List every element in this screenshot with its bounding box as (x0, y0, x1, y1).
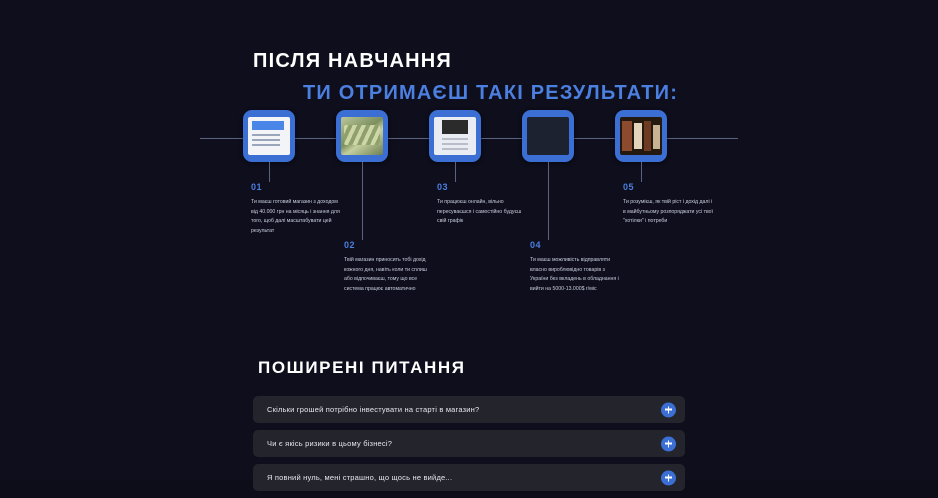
heading-line-2: ТИ ОТРИМАЄШ ТАКІ РЕЗУЛЬТАТИ: (303, 82, 679, 104)
shop-thumbnail-icon (620, 117, 662, 155)
faq-item-2[interactable] (253, 430, 685, 457)
document-thumbnail-icon (248, 117, 290, 155)
faq-question-3: Я повний нуль, мені страшно, що щось не вийде... (267, 473, 453, 482)
faq-item-3[interactable] (253, 464, 685, 491)
heading-line-1: ПІСЛЯ НАВЧАННЯ (253, 50, 452, 72)
timeline-node-1 (243, 110, 340, 234)
timeline-text-1: Ти маєш готовий магазин з доходом від 40.000 грн на місяць і знання для того, щоб далі масштабувати цей результат (251, 199, 340, 234)
timeline-stem-3 (455, 162, 456, 182)
money-thumbnail-icon (341, 117, 383, 155)
timeline-number-3: 03 (437, 182, 449, 192)
timeline-node-4 (522, 110, 619, 292)
timeline-card-2 (336, 110, 388, 162)
timeline-number-2: 02 (344, 240, 356, 250)
results-timeline (0, 110, 938, 340)
timeline-number-1: 01 (251, 182, 263, 192)
faq-item-1[interactable] (253, 396, 685, 423)
timeline-card-5 (615, 110, 667, 162)
timeline-stem-4 (548, 162, 549, 240)
timeline-number-4: 04 (530, 240, 542, 250)
results-heading (253, 50, 678, 104)
faq-question-1: Скільки грошей потрібно інвестувати на старті в магазин? (267, 405, 480, 414)
boxes-thumbnail-icon (527, 117, 569, 155)
faq-title: ПОШИРЕНІ ПИТАННЯ (258, 358, 466, 377)
timeline-card-1 (243, 110, 295, 162)
timeline-card-3 (429, 110, 481, 162)
timeline-node-3 (429, 110, 522, 225)
timeline-number-5: 05 (623, 182, 635, 192)
faq-list (253, 396, 685, 498)
timeline-text-4: Ти маєш можливість відправляти власно вироблювідно товарів з України без вкладень в обладнання і вийти на 5000-13.000$ г/міс (530, 257, 619, 292)
plus-icon[interactable] (661, 470, 676, 485)
timeline-stem-2 (362, 162, 363, 240)
plus-icon[interactable] (661, 436, 676, 451)
timeline-node-5 (615, 110, 714, 225)
timeline-card-4 (522, 110, 574, 162)
timeline-stem-5 (641, 162, 642, 182)
plus-icon[interactable] (661, 402, 676, 417)
timeline-text-2: Твій магазин приносить тобі дохід кожного дня, навіть коли ти сплиш або відпочиваєш, тому що все система працює автоматично (344, 257, 427, 292)
timeline-text-5: Ти розумієш, як твій ріст і дохід далі і в майбутньому розпоряджати усі твої "хотілки" і потреби (623, 199, 714, 225)
timeline-node-2 (336, 110, 427, 292)
timeline-text-3: Ти працюєш онлайн, вільно пересуваєшся і самостійно будуєш свій графік (437, 199, 522, 225)
faq-question-2: Чи є якісь ризики в цьому бізнесі? (267, 439, 393, 448)
tablet-thumbnail-icon (434, 117, 476, 155)
timeline-stem-1 (269, 162, 270, 182)
